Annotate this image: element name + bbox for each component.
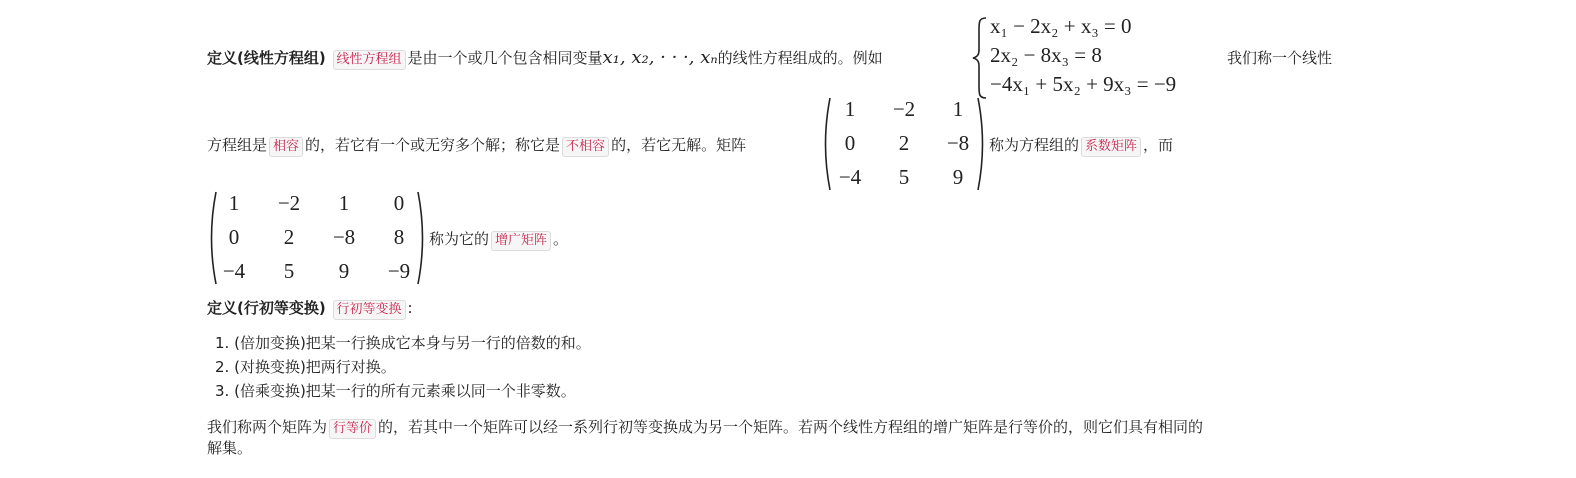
definition-line-2 — [207, 134, 746, 157]
matrix-cell: −4 — [838, 165, 862, 189]
list-number: 2. — [215, 358, 230, 376]
equation-3: −4x₁ + 5x₂ + 9x₃ = −9 — [990, 72, 1177, 96]
term-consistent: 相容 — [269, 137, 303, 157]
matrix-cell: 5 — [898, 165, 910, 189]
matrix-cell: 0 — [228, 225, 240, 249]
matrix-cell: 9 — [952, 165, 964, 189]
definition-linear-system — [207, 47, 883, 70]
term-inconsistent: 不相容 — [562, 137, 609, 157]
definition-heading: 定义(行初等变换) — [207, 299, 326, 317]
text-segment: 的，若它有一个或无穷多个解；称它是 — [305, 136, 561, 154]
definition-row-operations — [207, 297, 413, 320]
term-linear-system: 线性方程组 — [333, 50, 406, 70]
text-segment: ，而 — [1143, 136, 1174, 154]
term-coefficient-matrix: 系数矩阵 — [1081, 137, 1141, 157]
matrix-cell: 9 — [338, 259, 350, 283]
matrix-cell: −8 — [946, 131, 970, 155]
text-segment: 。 — [553, 230, 569, 248]
list-item — [215, 380, 576, 401]
definition-line-3 — [429, 228, 568, 251]
equation-1: x₁ − 2x₂ + x₃ = 0 — [990, 14, 1132, 38]
term-row-operations: 行初等变换 — [333, 300, 406, 320]
definition-line-2-tail — [989, 134, 1173, 157]
list-number: 3. — [215, 382, 230, 400]
definition-text: 是由一个或几个包含相同变量 — [407, 49, 603, 67]
text-segment: 称为它的 — [429, 230, 490, 248]
paragraph-tail: 解集。 — [207, 439, 253, 457]
matrix-cell: 2 — [898, 131, 910, 155]
list-number: 1. — [215, 334, 230, 352]
matrix-cell: 0 — [844, 131, 856, 155]
list-text: (倍乘变换)把某一行的所有元素乘以同一个非零数。 — [234, 382, 576, 400]
term-row-equivalent: 行等价 — [329, 419, 376, 439]
definition-text-2: 的线性方程组成的。例如 — [717, 49, 883, 67]
text-segment: 的，若其中一个矩阵可以经一系列行初等变换成为另一个矩阵。若两个线性方程组的增广矩阵是行等价的，则它们具有相同的 — [378, 418, 1204, 436]
matrix-cell: −9 — [387, 259, 411, 283]
equation-2: 2x₂ − 8x₃ = 8 — [990, 43, 1102, 67]
text-segment: 方程组是 — [207, 136, 268, 154]
matrix-cell: −4 — [222, 259, 246, 283]
list-text: (对换变换)把两行对换。 — [234, 358, 396, 376]
text-segment: 的，若它无解。矩阵 — [611, 136, 747, 154]
term-augmented-matrix: 增广矩阵 — [491, 231, 551, 251]
list-item — [215, 332, 591, 353]
text-segment: 我们称两个矩阵为 — [207, 418, 328, 436]
text-segment: : — [407, 299, 413, 317]
text-segment: 称为方程组的 — [989, 136, 1080, 154]
row-equivalence-paragraph — [207, 416, 1203, 439]
variables-list: x₁, x₂, · · ·, xₙ — [602, 47, 718, 68]
matrix-cell: −2 — [892, 97, 916, 121]
definition-heading: 定义(线性方程组) — [207, 49, 326, 67]
list-text: (倍加变换)把某一行换成它本身与另一行的倍数的和。 — [234, 334, 591, 352]
list-item — [215, 356, 396, 377]
matrix-cell: 1 — [952, 97, 964, 121]
matrix-cell: 1 — [228, 191, 240, 215]
matrix-cell: −2 — [277, 191, 301, 215]
coefficient-matrix — [820, 96, 988, 192]
matrix-cell: 5 — [283, 259, 295, 283]
system-brace — [972, 16, 988, 100]
matrix-cell: 1 — [844, 97, 856, 121]
matrix-cell: 1 — [338, 191, 350, 215]
matrix-cell: 0 — [393, 191, 405, 215]
definition-text-3: 我们称一个线性 — [1227, 49, 1333, 67]
matrix-cell: 8 — [393, 225, 405, 249]
matrix-cell: 2 — [283, 225, 295, 249]
matrix-cell: −8 — [332, 225, 356, 249]
augmented-matrix — [206, 190, 428, 286]
